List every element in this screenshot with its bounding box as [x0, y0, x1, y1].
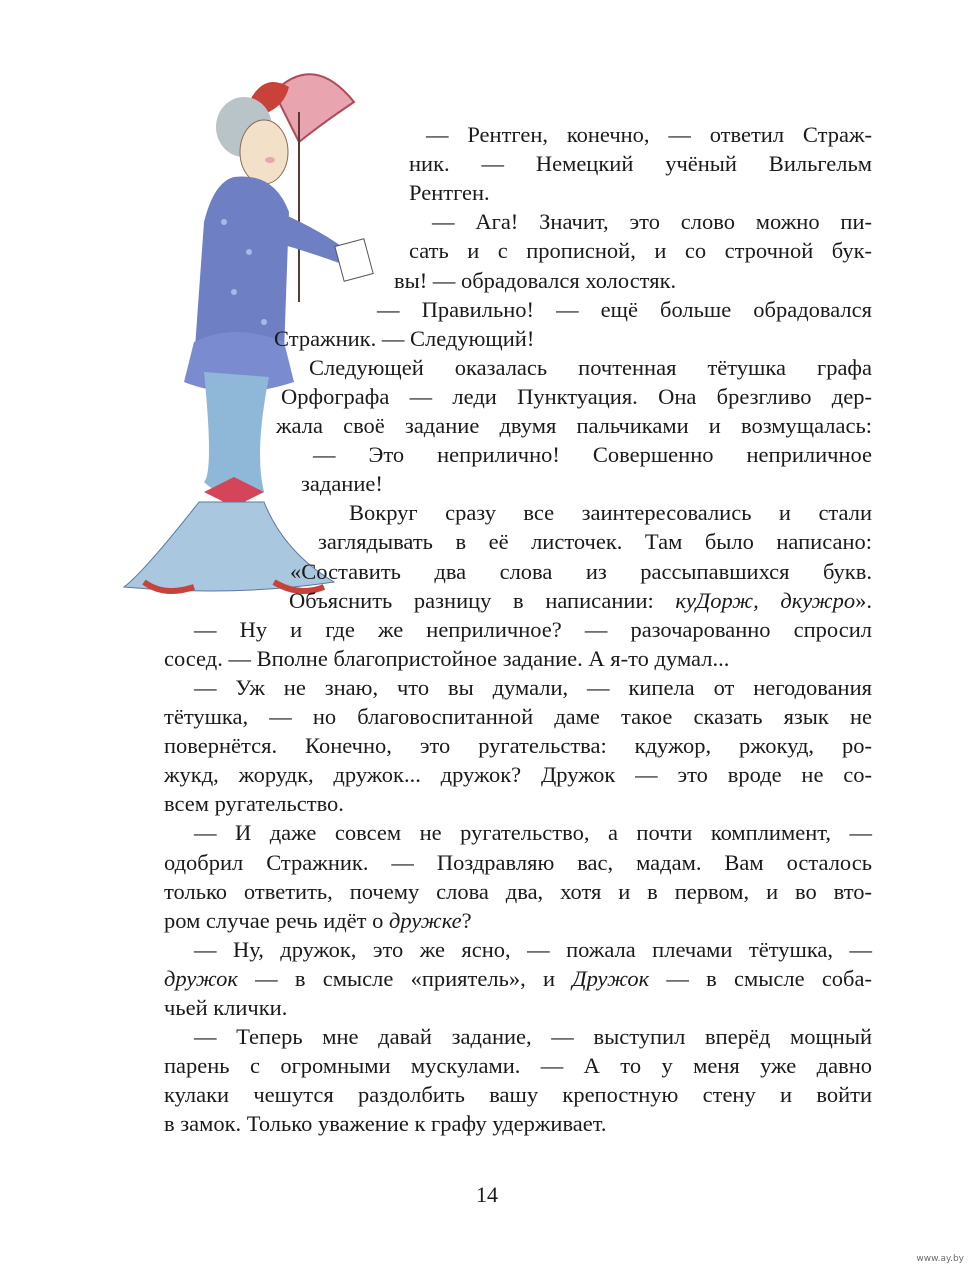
- text-line: [394, 266, 774, 295]
- text-segment: чьей клички.: [164, 995, 288, 1020]
- text-line: [164, 1080, 872, 1109]
- italic-word: дружке: [389, 907, 462, 933]
- text-segment: заглядывать в её листочек. Там было написано:: [318, 529, 872, 555]
- text-segment: Следующей оказалась почтенная тётушка графа: [309, 354, 872, 380]
- text-segment: — Уж не знаю, что вы думали, — кипела от негодования: [194, 674, 872, 700]
- text-line: [301, 469, 441, 498]
- text-segment: задание!: [301, 471, 383, 497]
- text-line: [409, 236, 872, 265]
- text-segment: в замок. Только уважение к графу удерживает.: [164, 1111, 607, 1137]
- page-number: 14: [476, 1182, 498, 1207]
- text-line: [289, 586, 872, 615]
- text-line: [194, 1022, 872, 1051]
- text-line: [164, 877, 872, 906]
- text-segment: «Составить два слова из рассыпавшихся букв.: [290, 558, 872, 584]
- text-segment: только ответить, почему слова два, хотя и в первом, и во вто-: [164, 878, 872, 904]
- text-line: [426, 120, 872, 149]
- text-segment: ?: [461, 907, 472, 933]
- text-segment: сать и с прописной, и со строчной бук-: [409, 238, 872, 264]
- text-line: [164, 1051, 872, 1080]
- watermark: www.ay.by: [916, 1254, 964, 1264]
- italic-word: Дружок: [572, 965, 650, 991]
- text-segment: — Ну, дружок, это же ясно, — пожала плечами тётушка, —: [194, 936, 872, 962]
- text-segment: вы! — обрадовался холостяк.: [394, 267, 677, 293]
- text-line: [349, 498, 872, 527]
- text-segment: — Ага! Значит, это слово можно пи-: [432, 209, 872, 235]
- text-segment: Объяснить разницу в написании:: [289, 587, 676, 613]
- text-segment: Орфографа — леди Пунктуация. Она брезгливо дер-: [281, 383, 872, 409]
- text-line: [194, 615, 872, 644]
- text-segment: кулаки чешутся раздолбить вашу крепостную стену и войти: [164, 1082, 872, 1108]
- text-segment: жала своё задание двумя пальчиками и возмущалась:: [276, 413, 872, 438]
- text-segment: — Ну и где же неприличное? — разочарованно спросил: [194, 616, 872, 642]
- text-segment: — в смысле «приятель», и: [237, 965, 573, 991]
- text-segment: одобрил Стражник. — Поздравляю вас, мадам. Вам осталось: [164, 849, 872, 875]
- text-line: [309, 353, 872, 382]
- text-segment: повернётся. Конечно, это ругательства: кдужор, ржокуд, ро-: [164, 733, 872, 759]
- text-segment: Стражник. — Следующий!: [274, 325, 535, 351]
- text-segment: жукд, жорудк, дружок... дружок? Дружок — это вроде не со-: [164, 762, 872, 788]
- text-line: [194, 935, 872, 964]
- italic-word: куДорж, дкужро: [675, 587, 856, 613]
- text-line: [313, 440, 872, 469]
- text-line: [164, 731, 872, 760]
- text-segment: — Правильно! — ещё больше обрадовался: [377, 296, 872, 322]
- text-line: [194, 673, 872, 702]
- text-segment: ник. — Немецкий учёный Вильгельм: [409, 151, 872, 177]
- text-line: [164, 789, 464, 818]
- text-line: [164, 906, 564, 935]
- text-line: [164, 702, 872, 731]
- text-line: [377, 295, 872, 324]
- text-line: [164, 760, 872, 789]
- text-segment: сосед. — Вполне благопристойное задание. А я-то думал...: [164, 645, 730, 671]
- italic-word: дружок: [164, 965, 238, 991]
- text-line: [318, 527, 872, 556]
- text-line: [164, 1109, 764, 1138]
- text-segment: — в смысле соба-: [649, 965, 872, 991]
- text-line: [194, 818, 872, 847]
- text-segment: — Теперь мне давай задание, — выступил вперёд мощный: [194, 1024, 872, 1050]
- text-segment: ром случае речь идёт о: [164, 907, 389, 933]
- text-line: [409, 178, 549, 207]
- text-line: [276, 411, 872, 440]
- text-line: [164, 964, 872, 993]
- text-line: [281, 382, 872, 411]
- text-line: [164, 644, 864, 673]
- text-segment: тётушка, — но благовоспитанной даме такое сказать язык не: [164, 704, 872, 729]
- text-segment: парень с огромными мускулами. — А то у меня уже давно: [164, 1053, 872, 1079]
- text-segment: — Это неприлично! Совершенно неприличное: [313, 442, 872, 468]
- text-line: [432, 207, 872, 236]
- text-segment: — И даже совсем не ругательство, а почти комплимент, —: [194, 820, 872, 846]
- text-line: [290, 557, 872, 586]
- text-segment: Вокруг сразу все заинтересовались и стали: [349, 500, 872, 526]
- text-segment: всем ругательство.: [164, 791, 344, 817]
- text-line: [164, 993, 464, 1022]
- text-line: [409, 149, 872, 178]
- text-segment: Рентген.: [409, 180, 490, 206]
- text-line: [164, 848, 872, 877]
- text-line: [274, 324, 634, 353]
- text-segment: — Рентген, конечно, — ответил Страж-: [426, 122, 872, 147]
- text-segment: ».: [855, 587, 872, 613]
